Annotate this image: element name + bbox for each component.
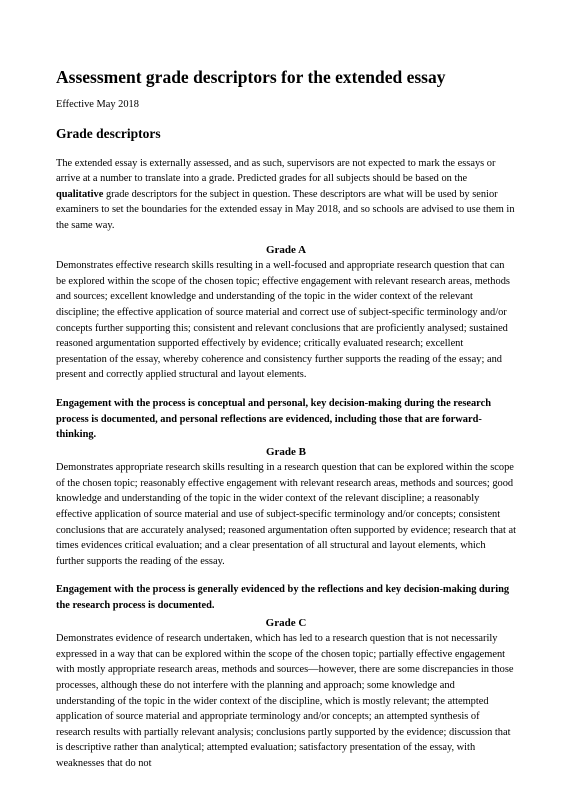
intro-text-end: grade descriptors for the subject in question. These descriptors are what will be used by senior examiners to set the boundaries for the extended essay in May 2018, and so schools are advised to use them in the same way. bbox=[56, 188, 515, 231]
grade-b-description: Demonstrates appropriate research skills resulting in a research question that can be explored within the scope of the chosen topic; reasonably effective engagement with relevant research areas, methods and sources; good knowledge and understanding of the topic in the wider context of the relevant discipline; a reasonably effective application of source material and use of subject-specific terminology and/or concepts; consistent conclusions that are accurately analysed; reasoned argumentation often supported by evidence; research that at times evidences critical evaluation; and a clear presentation of all structural and layout elements, which further supports the reading of the essay. bbox=[56, 462, 516, 567]
grade-a-title: Grade A bbox=[265, 243, 307, 256]
grade-a-section bbox=[56, 243, 516, 443]
intro-paragraph bbox=[56, 156, 516, 234]
document-title: Assessment grade descriptors for the extended essay bbox=[56, 67, 446, 87]
effective-date: Effective May 2018 bbox=[56, 99, 139, 110]
grade-a-description: Demonstrates effective research skills resulting in a well-focused and appropriate research question that can be explored within the scope of the chosen topic; effective engagement with relevant research areas, methods and sources; excellent knowledge and understanding of the topic in the wider context of the relevant discipline; the effective application of source material and correct use of subject-specific terminology and/or concepts further supporting this; consistent and relevant conclusions that are proficiently analysed; sustained reasoned argumentation supported effectively by evidence; critically evaluated research; excellent presentation of the essay, whereby coherence and consistency further supports the reading of the essay; and present and correctly applied structural and layout elements. bbox=[56, 260, 510, 381]
intro-bold-term: qualitative bbox=[56, 188, 104, 200]
grade-a-engagement: Engagement with the process is conceptual and personal, key decision-making during the research process is documented, and personal reflections are evidenced, including those that are forward-thinking. bbox=[56, 397, 491, 441]
document-page bbox=[56, 66, 516, 772]
grade-c-section bbox=[56, 616, 516, 772]
intro-text-start: The extended essay is externally assessed, and as such, supervisors are not expected to mark the essays or arrive at a number to translate into a grade. Predicted grades for all subjects should be based on the bbox=[56, 157, 496, 185]
grade-c-description: Demonstrates evidence of research undertaken, which has led to a research question that is not necessarily expressed in a way that can be explored within the scope of the chosen topic; partially effective engagement with mostly appropriate research areas, methods and sources—however, there are some discrepancies in those processes, although these do not interfere with the planning and approach; some knowledge and understanding of the topic in the wider context of the discipline, which is mostly relevant; the attempted application of source material and appropriate terminology and/or concepts; an attempted synthesis of research results with partially relevant analysis; conclusions partly supported by the evidence; discussion that is descriptive rather than analytical; attempted evaluation; satisfactory presentation of the essay, with weaknesses that do not bbox=[56, 633, 514, 769]
grade-b-title: Grade B bbox=[265, 445, 307, 458]
grade-c-title: Grade C bbox=[265, 616, 307, 629]
section-heading: Grade descriptors bbox=[56, 125, 161, 141]
grade-b-section bbox=[56, 445, 516, 614]
grade-b-engagement: Engagement with the process is generally evidenced by the reflections and key decision-making during the research process is documented. bbox=[56, 584, 510, 612]
